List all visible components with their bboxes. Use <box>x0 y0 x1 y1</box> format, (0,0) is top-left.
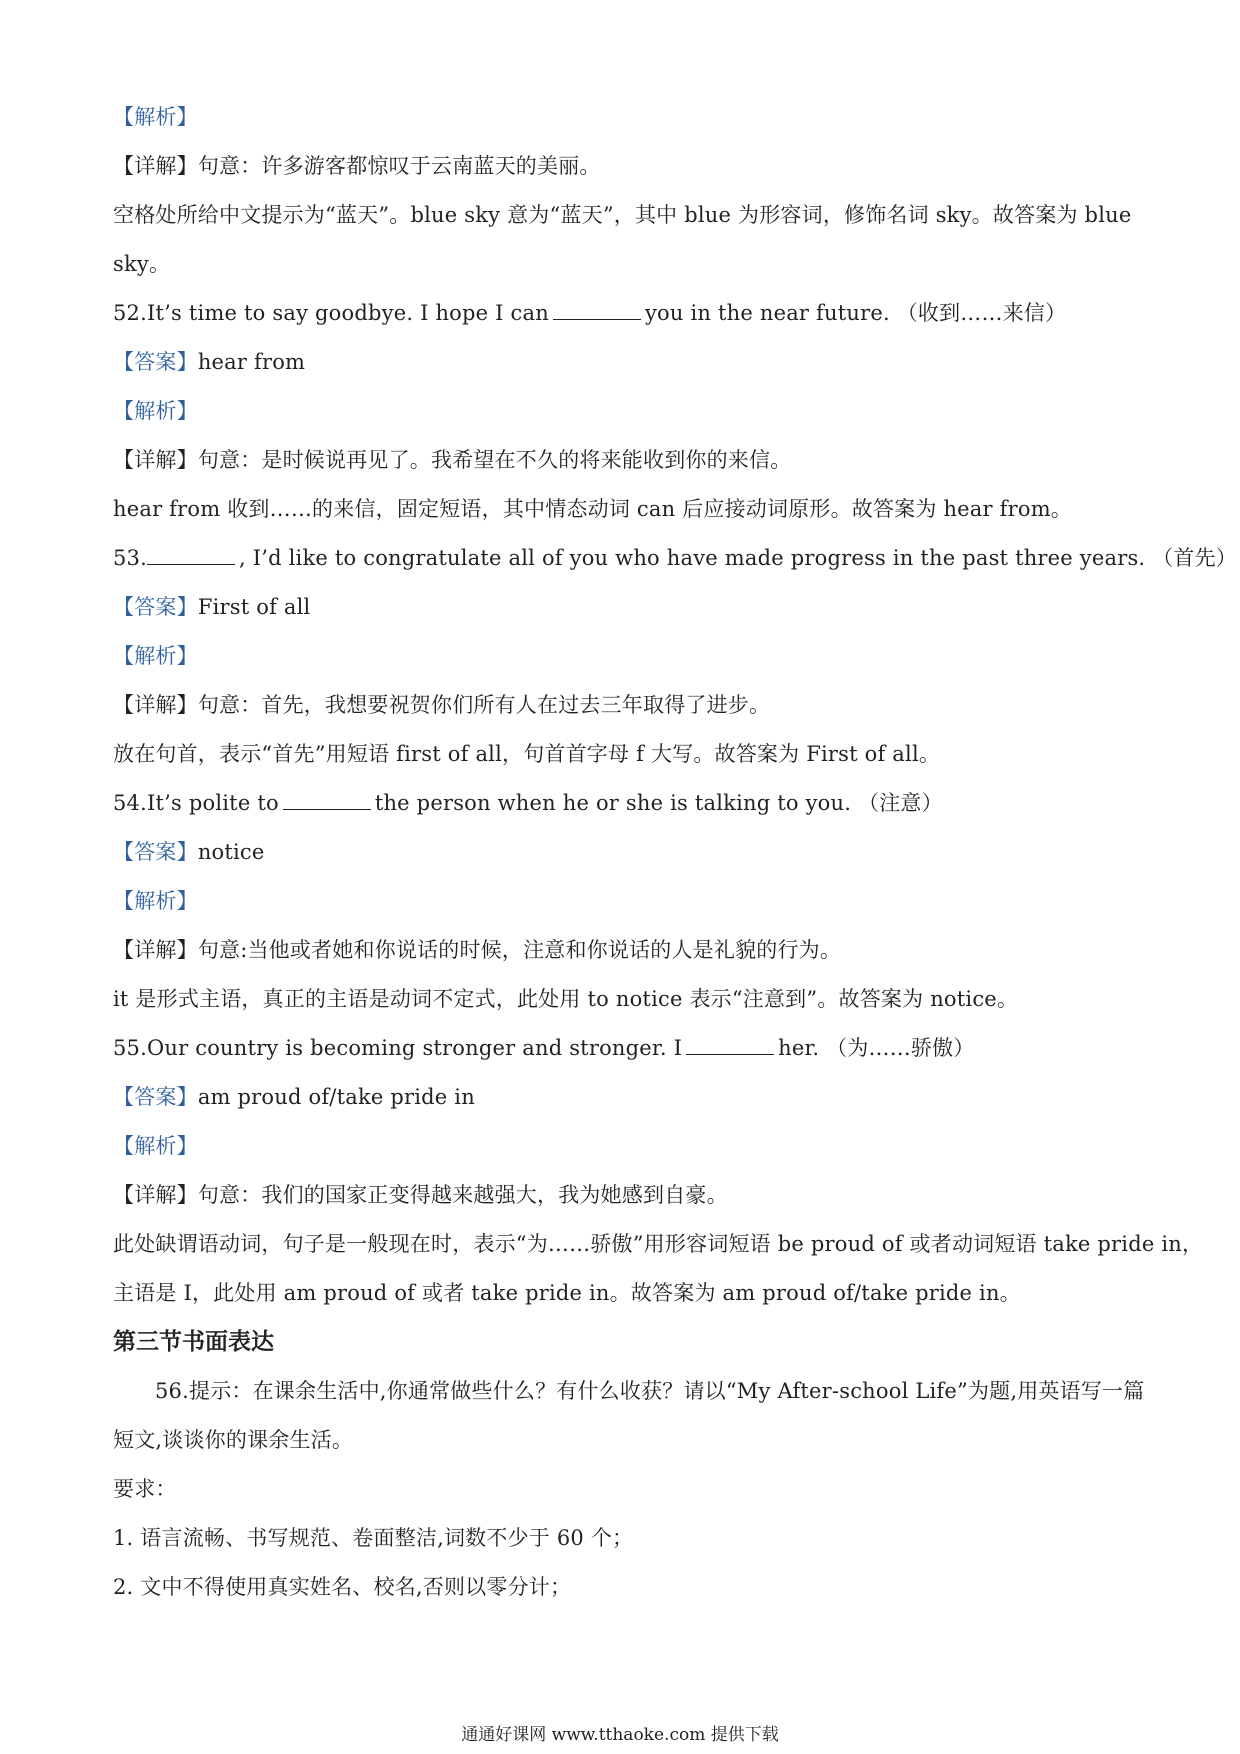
explanation-line: hear from 收到……的来信，固定短语，其中情态动词 can 后应接动词原形。故答案为 hear from。 <box>113 497 1073 521</box>
writing-prompt: 56.提示：在课余生活中,你通常做些什么？有什么收获？请以“My After-school Life”为题,用英语写一篇 <box>155 1379 1145 1403</box>
requirement-item: 1. 语言流畅、书写规范、卷面整洁,词数不少于 60 个； <box>113 1526 634 1550</box>
detail-line: 【详解】句意：我们的国家正变得越来越强大，我为她感到自豪。 <box>113 1183 728 1207</box>
answer-blank <box>686 1034 774 1055</box>
explanation-line: it 是形式主语，真正的主语是动词不定式，此处用 to notice 表示“注意到”。故答案为 notice。 <box>113 987 1019 1011</box>
detail-line: 【详解】句意:当他或者她和你说话的时候，注意和你说话的人是礼貌的行为。 <box>113 938 842 962</box>
detail-line: 【详解】句意：是时候说再见了。我希望在不久的将来能收到你的来信。 <box>113 448 792 472</box>
answer-line: 【答案】notice <box>113 840 265 864</box>
answer-line: 【答案】First of all <box>113 595 311 619</box>
requirements-label: 要求： <box>113 1477 177 1501</box>
question-52: 52.It’s time to say goodbye. I hope I can you in the near future. （收到……来信） <box>113 301 1067 325</box>
analysis-label: 【解析】 <box>113 889 198 913</box>
page-footer: 通通好课网 www.tthaoke.com 提供下载 <box>461 1725 779 1745</box>
analysis-label: 【解析】 <box>113 1134 198 1158</box>
section-heading: 第三节书面表达 <box>113 1329 274 1355</box>
explanation-line: 空格处所给中文提示为“蓝天”。blue sky 意为“蓝天”，其中 blue 为形容词，修饰名词 sky。故答案为 blue <box>113 203 1132 227</box>
writing-prompt: 短文,谈谈你的课余生活。 <box>113 1428 354 1452</box>
explanation-line: 此处缺谓语动词，句子是一般现在时，表示“为……骄傲”用形容词短语 be proud of 或者动词短语 take pride in， <box>113 1232 1204 1256</box>
detail-line: 【详解】句意：首先，我想要祝贺你们所有人在过去三年取得了进步。 <box>113 693 771 717</box>
question-55: 55.Our country is becoming stronger and stronger. I her. （为……骄傲） <box>113 1036 975 1060</box>
explanation-line: 主语是 I，此处用 am proud of 或者 take pride in。故答案为 am proud of/take pride in。 <box>113 1281 1021 1305</box>
question-53: 53. , I’d like to congratulate all of you who have made progress in the past three years. （首先） <box>113 546 1237 570</box>
analysis-label: 【解析】 <box>113 399 198 423</box>
answer-blank <box>283 789 371 810</box>
explanation-line: 放在句首，表示“首先”用短语 first of all，句首首字母 f 大写。故答案为 First of all。 <box>113 742 941 766</box>
detail-line: 【详解】句意：许多游客都惊叹于云南蓝天的美丽。 <box>113 154 601 178</box>
requirement-item: 2. 文中不得使用真实姓名、校名,否则以零分计； <box>113 1575 572 1599</box>
answer-line: 【答案】am proud of/take pride in <box>113 1085 475 1109</box>
question-54: 54.It’s polite to the person when he or she is talking to you. （注意） <box>113 791 943 815</box>
answer-blank <box>553 299 641 320</box>
analysis-label: 【解析】 <box>113 105 198 129</box>
explanation-line: sky。 <box>113 252 171 276</box>
answer-blank <box>147 544 235 565</box>
analysis-label: 【解析】 <box>113 644 198 668</box>
answer-line: 【答案】hear from <box>113 350 306 374</box>
